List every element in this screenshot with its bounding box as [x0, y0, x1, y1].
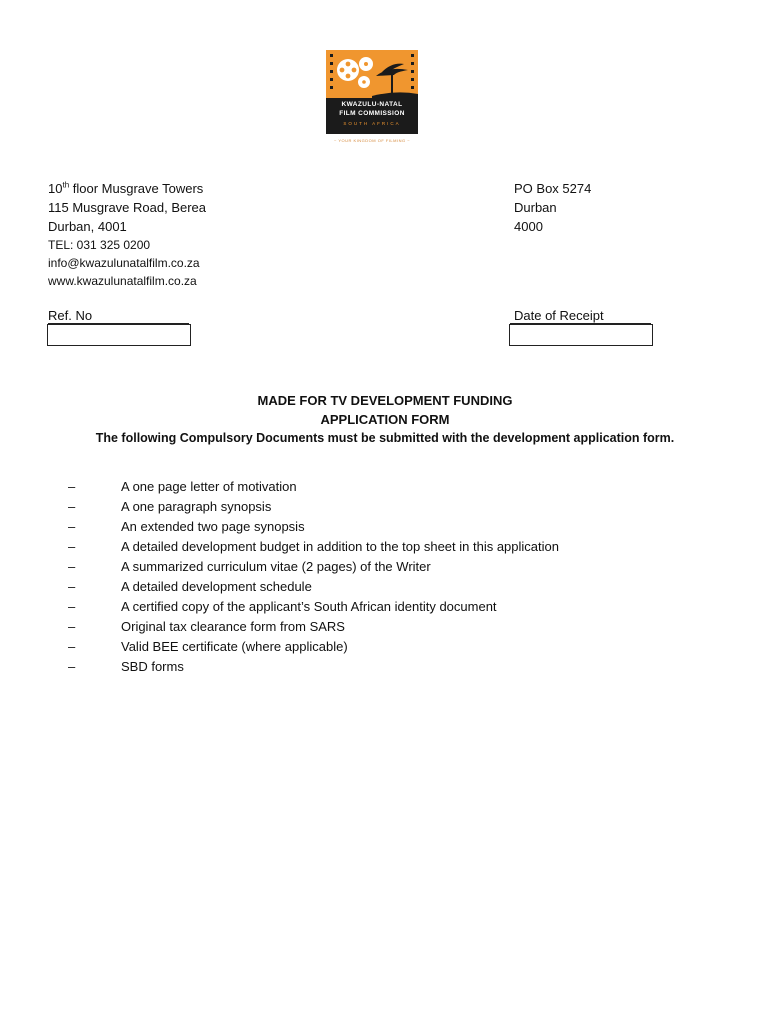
address-line1: [48, 179, 206, 198]
list-item-text: Valid BEE certificate (where applicable): [121, 639, 348, 654]
postal-address-block: [514, 179, 591, 236]
ref-no-label: Ref. No: [48, 308, 93, 323]
email-address: info@kwazulunatalfilm.co.za: [48, 256, 200, 270]
list-bullet: –: [68, 519, 76, 534]
list-item: [68, 638, 559, 658]
list-item-text: A certified copy of the applicant’s South African identity document: [121, 599, 497, 614]
kzn-film-commission-logo: [326, 50, 418, 148]
form-title-line2: APPLICATION FORM: [320, 412, 450, 427]
list-item-text: A summarized curriculum vitae (2 pages) of the Writer: [121, 559, 431, 574]
list-bullet: –: [68, 539, 76, 554]
logo-country: SOUTH AFRICA: [343, 121, 401, 126]
list-item-text: A detailed development budget in addition to the top sheet in this application: [121, 539, 559, 554]
date-of-receipt-field[interactable]: [509, 324, 653, 346]
list-item: [68, 658, 559, 678]
list-item: [68, 498, 559, 518]
po-box: PO Box 5274: [514, 181, 592, 196]
street-address-block: [48, 179, 206, 290]
logo-name-line1: KWAZULU-NATAL: [341, 101, 403, 108]
list-bullet: –: [68, 619, 76, 634]
telephone: TEL: 031 325 0200: [48, 238, 151, 252]
list-bullet: –: [68, 659, 76, 674]
logo-name-line2: FILM COMMISSION: [339, 110, 405, 117]
compulsory-documents-notice: The following Compulsory Documents must be submitted with the development application form.: [95, 431, 675, 445]
address-floor-number: 10: [48, 181, 63, 196]
list-item: [68, 598, 559, 618]
list-item-text: An extended two page synopsis: [121, 519, 305, 534]
compulsory-documents-list: [68, 478, 559, 678]
list-bullet: –: [68, 559, 76, 574]
list-bullet: –: [68, 639, 76, 654]
list-item-text: A one page letter of motivation: [121, 479, 297, 494]
list-bullet: –: [68, 479, 76, 494]
list-item: [68, 478, 559, 498]
list-bullet: –: [68, 579, 76, 594]
address-line2: 115 Musgrave Road, Berea: [48, 200, 207, 215]
list-bullet: –: [68, 499, 76, 514]
list-bullet: –: [68, 599, 76, 614]
list-item-text: A detailed development schedule: [121, 579, 312, 594]
postal-city: Durban: [514, 200, 557, 215]
date-of-receipt-label: Date of Receipt: [514, 308, 604, 323]
logo-tagline: ~ YOUR KINGDOM OF FILMING ~: [333, 138, 411, 143]
list-item: [68, 538, 559, 558]
postal-code: 4000: [514, 219, 543, 234]
list-item: [68, 618, 559, 638]
logo-orange-panel: [326, 50, 418, 134]
list-item: [68, 578, 559, 598]
address-building: floor Musgrave Towers: [69, 181, 204, 196]
ref-no-field[interactable]: [47, 324, 191, 346]
list-item: [68, 518, 559, 538]
website-address: www.kwazulunatalfilm.co.za: [48, 274, 197, 288]
list-item-text: SBD forms: [121, 659, 184, 674]
form-title-line1: MADE FOR TV DEVELOPMENT FUNDING: [257, 393, 513, 408]
list-item-text: Original tax clearance form from SARS: [121, 619, 345, 634]
address-floor-suffix: th: [62, 180, 70, 190]
list-item: [68, 558, 559, 578]
list-item-text: A one paragraph synopsis: [121, 499, 272, 514]
address-line3: Durban, 4001: [48, 219, 127, 234]
